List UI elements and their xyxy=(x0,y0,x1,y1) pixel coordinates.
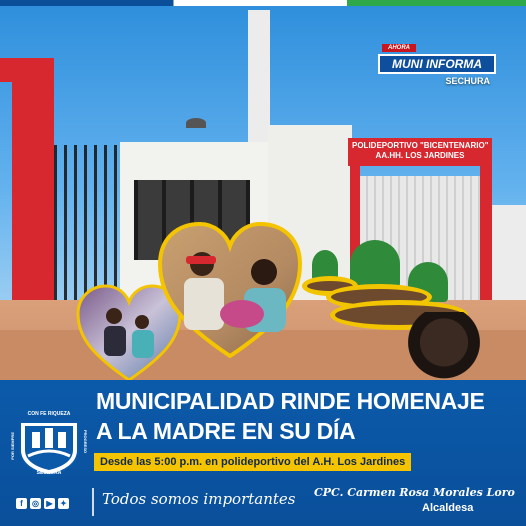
crest-shield-icon xyxy=(12,412,86,476)
plant xyxy=(350,240,400,288)
youtube-icon[interactable]: ▶ xyxy=(44,498,55,509)
badge-kicker: AHORA xyxy=(382,44,416,52)
heart-frame-large xyxy=(156,220,304,360)
event-details: Desde las 5:00 p.m. en polideportivo del A.H. Los Jardines xyxy=(94,453,411,471)
mayor-role: Alcaldesa xyxy=(422,502,474,514)
tagline: Todos somos importantes xyxy=(102,490,296,508)
badge-location: SECHURA xyxy=(445,76,490,86)
crest-motto: CON FE RIQUEZA xyxy=(27,411,71,417)
instagram-icon[interactable]: ◎ xyxy=(30,498,41,509)
mayor-signature: CPC. Carmen Rosa Morales Loro xyxy=(314,486,515,499)
crest-bottom-text: SECHURA xyxy=(36,470,62,476)
twitter-icon[interactable]: ✦ xyxy=(58,498,69,509)
muni-informa-badge xyxy=(378,45,496,92)
crest-left-text: POR SIEMPRE xyxy=(10,432,15,460)
headline-line-1: MUNICIPALIDAD RINDE HOMENAJE xyxy=(96,388,485,414)
footer-divider xyxy=(92,488,94,516)
child-photo xyxy=(406,312,482,388)
crest-right-text: PROGRESO xyxy=(83,430,88,454)
badge-title: MUNI INFORMA xyxy=(378,54,496,74)
headline-line-2: A LA MADRE EN SU DÍA xyxy=(96,418,356,444)
right-wall xyxy=(490,205,526,305)
polideportivo-sign-text xyxy=(352,141,488,161)
heart-photo-large xyxy=(156,220,304,360)
social-icons xyxy=(16,498,69,509)
sign-line-1: POLIDEPORTIVO "BICENTENARIO" xyxy=(352,141,489,150)
sign-line-2: AA.HH. LOS JARDINES xyxy=(375,151,465,160)
facebook-icon[interactable]: f xyxy=(16,498,27,509)
sechura-crest xyxy=(12,412,86,476)
building-tower xyxy=(248,10,270,150)
street-lamp xyxy=(186,118,206,128)
gate-red-pillar xyxy=(12,58,54,338)
